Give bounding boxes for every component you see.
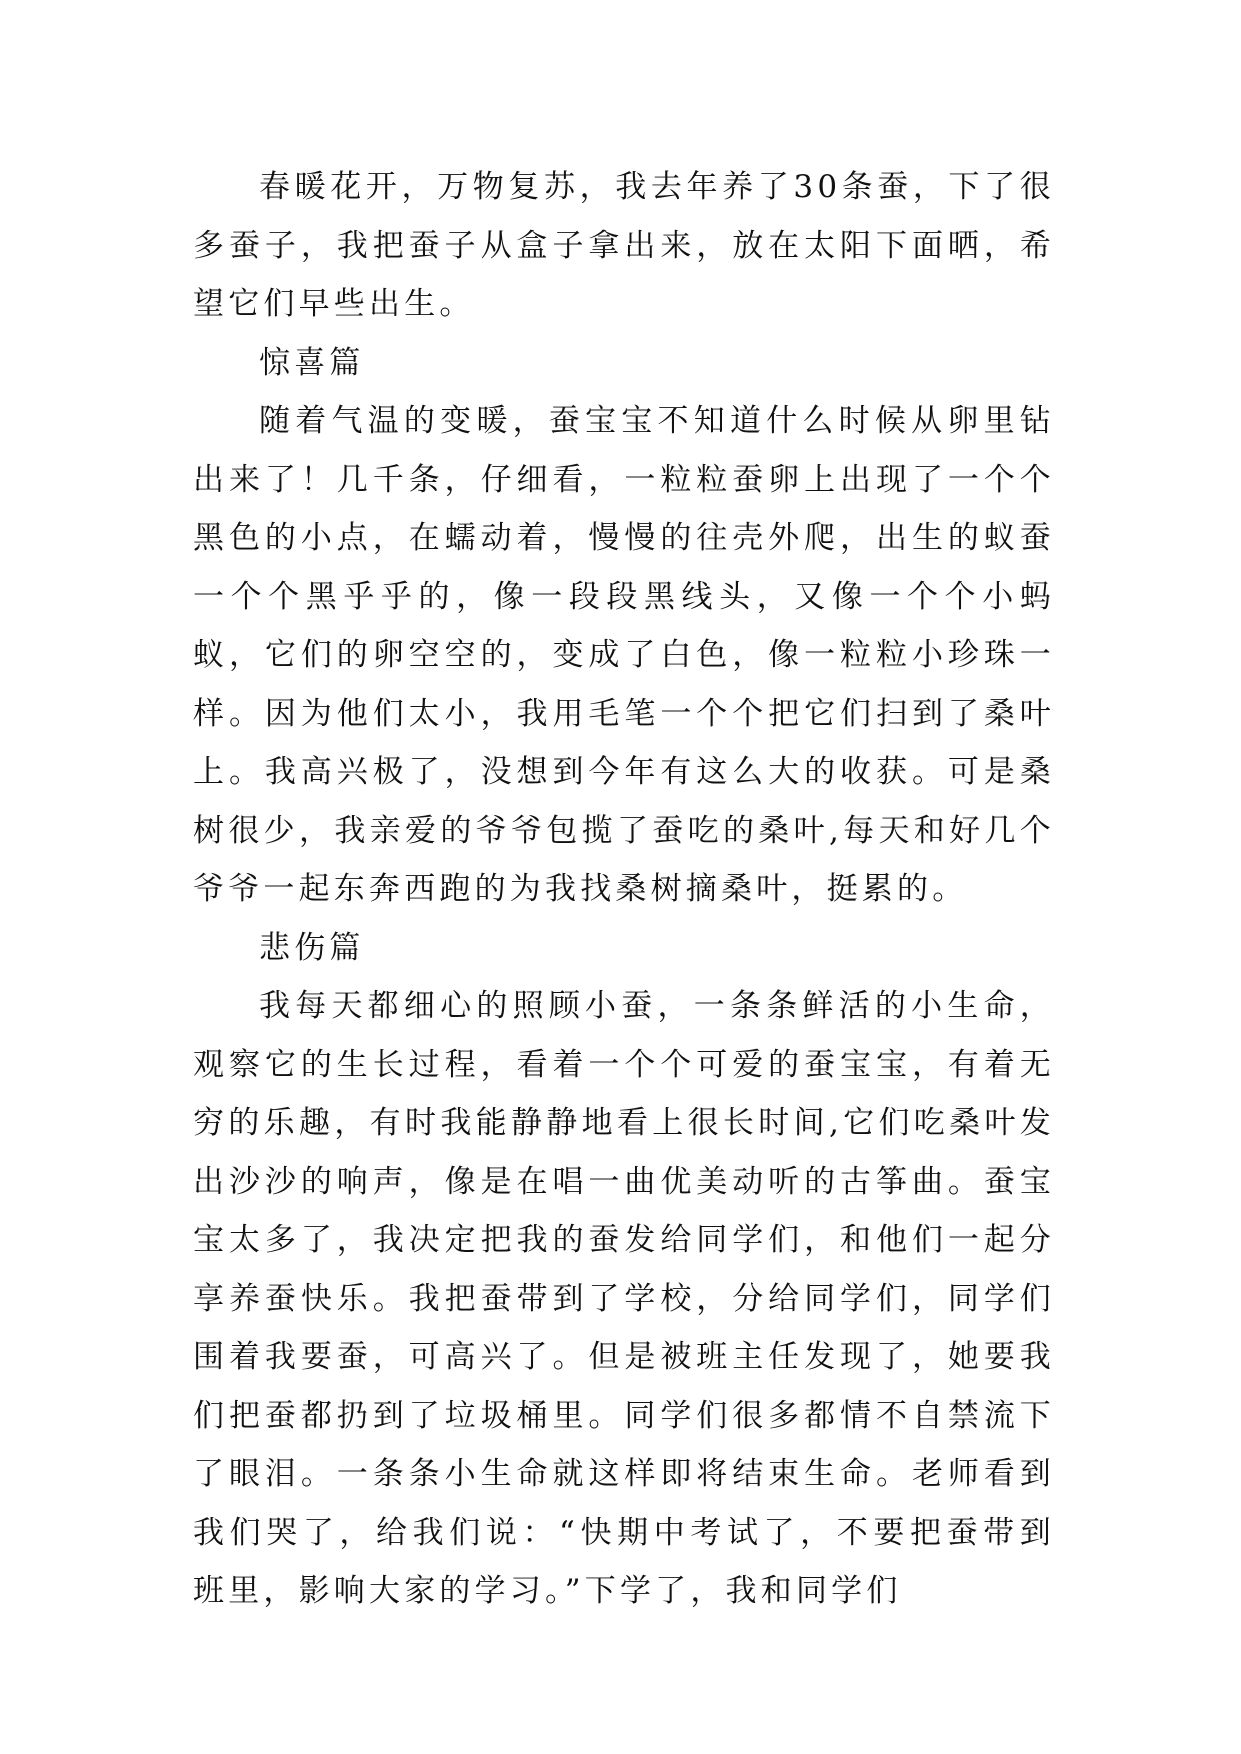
paragraph-surprise: 随着气温的变暖，蚕宝宝不知道什么时候从卵里钻出来了！几千条，仔细看，一粒粒蚕卵上出现了一个个黑色的小点，在蠕动着，慢慢的往壳外爬，出生的蚁蚕一个个黑乎乎的，像一段段黑线头，又像一个个小蚂蚁，它们的卵空空的，变成了白色，像一粒粒小珍珠一样。因为他们太小，我用毛笔一个个把它们扫到了桑叶上。我高兴极了，没想到今年有这么大的收获。可是桑树很少，我亲爱的爷爷包揽了蚕吃的桑叶,每天和好几个爷爷一起东奔西跑的为我找桑树摘桑叶，挺累的。 <box>193 403 1055 907</box>
document-page <box>193 158 1055 1621</box>
section-heading-sadness: 悲伤篇 <box>259 929 365 966</box>
paragraph-intro: 春暖花开，万物复苏，我去年养了30条蚕，下了很多蚕子，我把蚕子从盒子拿出来，放在太阳下面晒，希望它们早些出生。 <box>193 169 1055 322</box>
paragraph-sadness: 我每天都细心的照顾小蚕，一条条鲜活的小生命，观察它的生长过程，看着一个个可爱的蚕宝宝，有着无穷的乐趣，有时我能静静地看上很长时间,它们吃桑叶发出沙沙的响声，像是在唱一曲优美动听的古筝曲。蚕宝宝太多了，我决定把我的蚕发给同学们，和他们一起分享养蚕快乐。我把蚕带到了学校，分给同学们，同学们围着我要蚕，可高兴了。但是被班主任发现了，她要我们把蚕都扔到了垃圾桶里。同学们很多都情不自禁流下了眼泪。一条条小生命就这样即将结束生命。老师看到我们哭了，给我们说：“快期中考试了，不要把蚕带到班里，影响大家的学习。”下学了，我和同学们 <box>193 988 1055 1609</box>
section-heading-surprise: 惊喜篇 <box>259 344 365 381</box>
